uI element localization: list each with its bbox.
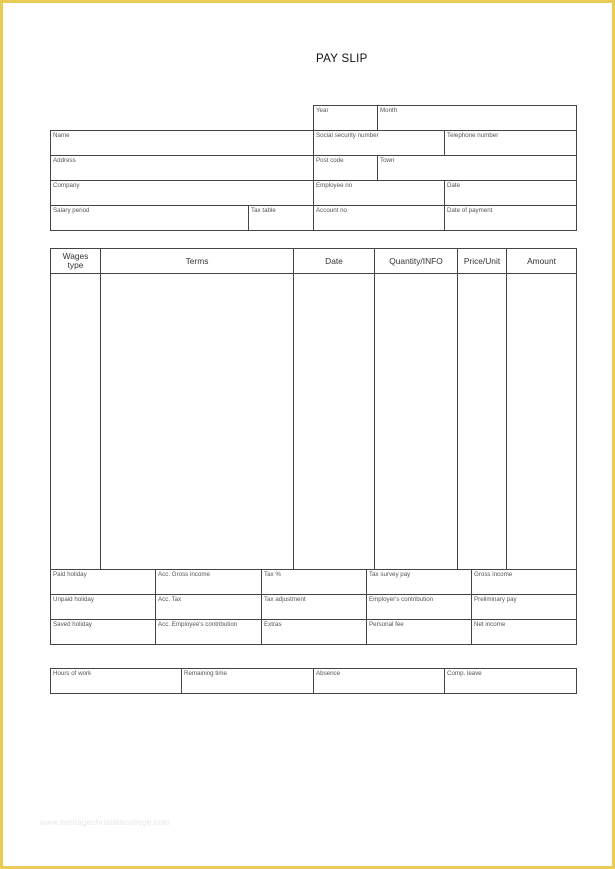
amount-column[interactable] bbox=[506, 273, 577, 570]
post-code-field[interactable]: Post code bbox=[313, 155, 378, 181]
terms-column[interactable] bbox=[100, 273, 294, 570]
col-header-terms: Terms bbox=[100, 248, 294, 274]
personal-fee-field[interactable]: Personal fee bbox=[366, 619, 472, 645]
unpaid-holiday-field[interactable]: Unpaid holiday bbox=[50, 594, 156, 620]
col-header-price-unit: Price/Unit bbox=[457, 248, 507, 274]
employers-contribution-field[interactable]: Employer's contribution bbox=[366, 594, 472, 620]
date-field[interactable]: Date bbox=[444, 180, 577, 206]
price-unit-column[interactable] bbox=[457, 273, 507, 570]
tax-adjustment-field[interactable]: Tax adjustment bbox=[261, 594, 367, 620]
account-no-field[interactable]: Account no bbox=[313, 205, 445, 231]
salary-period-field[interactable]: Salary period bbox=[50, 205, 249, 231]
employee-no-field[interactable]: Employee no bbox=[313, 180, 445, 206]
date-column[interactable] bbox=[293, 273, 375, 570]
telephone-field[interactable]: Telephone number bbox=[444, 130, 577, 156]
ssn-field[interactable]: Social security number bbox=[313, 130, 445, 156]
col-header-amount: Amount bbox=[506, 248, 577, 274]
quantity-info-column[interactable] bbox=[374, 273, 458, 570]
page-title: PAY SLIP bbox=[316, 53, 368, 65]
hours-of-work-field[interactable]: Hours of work bbox=[50, 668, 182, 694]
watermark: www.heritagechristiancollege.com bbox=[40, 818, 171, 827]
preliminary-pay-field[interactable]: Preliminary pay bbox=[471, 594, 577, 620]
tax-table-field[interactable]: Tax table bbox=[248, 205, 314, 231]
date-of-payment-field[interactable]: Date of payment bbox=[444, 205, 577, 231]
net-income-field[interactable]: Net income bbox=[471, 619, 577, 645]
absence-field[interactable]: Absence bbox=[313, 668, 445, 694]
town-field[interactable]: Town bbox=[377, 155, 577, 181]
wages-type-column[interactable] bbox=[50, 273, 101, 570]
acc-tax-field[interactable]: Acc. Tax bbox=[155, 594, 262, 620]
name-field[interactable]: Name bbox=[50, 130, 314, 156]
col-header-quantity-info: Quantity/INFO bbox=[374, 248, 458, 274]
saved-holiday-field[interactable]: Saved holiday bbox=[50, 619, 156, 645]
year-field[interactable]: Year bbox=[313, 105, 378, 131]
address-field[interactable]: Address bbox=[50, 155, 314, 181]
acc-employees-contribution-field[interactable]: Acc. Employee's contribution bbox=[155, 619, 262, 645]
remaining-time-field[interactable]: Remaining time bbox=[181, 668, 314, 694]
company-field[interactable]: Company bbox=[50, 180, 314, 206]
col-header-date: Date bbox=[293, 248, 375, 274]
paid-holiday-field[interactable]: Paid holiday bbox=[50, 569, 156, 595]
extras-field[interactable]: Extras bbox=[261, 619, 367, 645]
col-header-wages-type: Wages type bbox=[50, 248, 101, 274]
comp-leave-field[interactable]: Comp. leave bbox=[444, 668, 577, 694]
month-field[interactable]: Month bbox=[377, 105, 577, 131]
acc-gross-income-field[interactable]: Acc. Gross income bbox=[155, 569, 262, 595]
gross-income-field[interactable]: Gross income bbox=[471, 569, 577, 595]
tax-survey-pay-field[interactable]: Tax survey pay bbox=[366, 569, 472, 595]
tax-pct-field[interactable]: Tax % bbox=[261, 569, 367, 595]
